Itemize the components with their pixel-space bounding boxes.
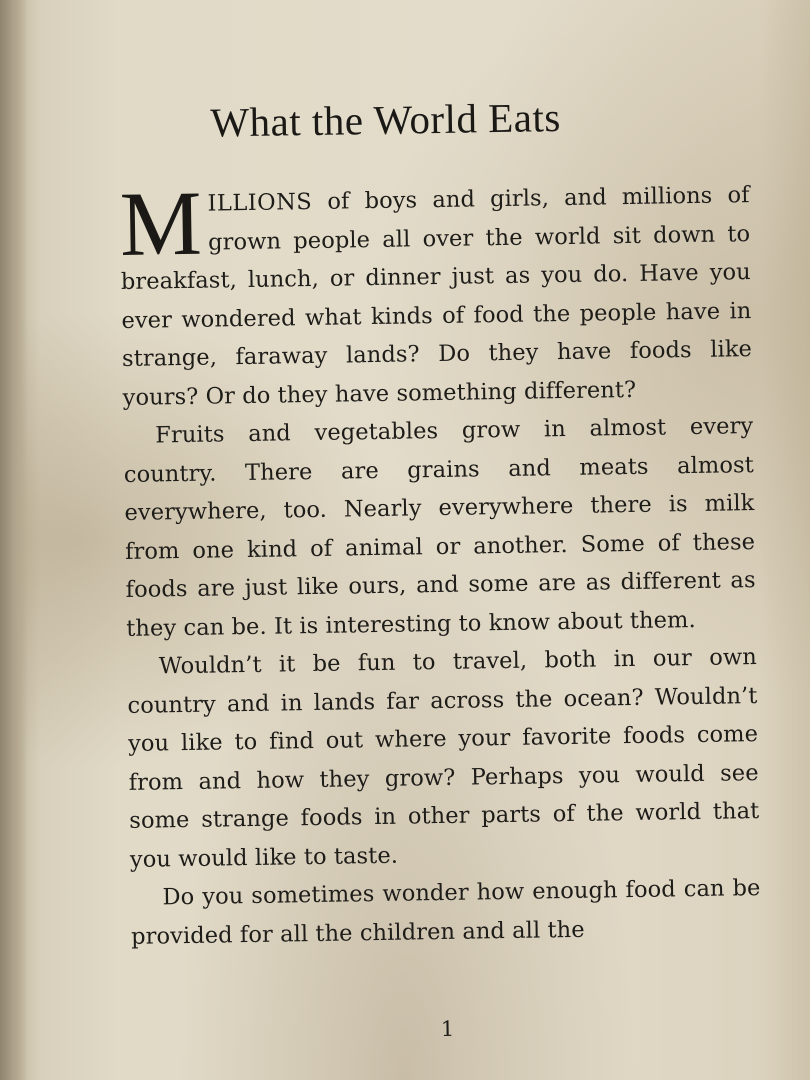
first-word-rest: ILLIONS xyxy=(207,188,313,217)
chapter-title: What the World Eats xyxy=(210,94,562,146)
paragraph-1 xyxy=(119,171,753,417)
page-gutter-shadow xyxy=(0,0,28,1080)
text-block xyxy=(118,90,761,1042)
paragraph-2: Fruits and vegetables grow in almost every country. There are grains and meats almost everywhere, too. Nearly everywhere there is milk from one kind of animal or another. Some of these foods are just like ours, and some are as different as they can be. It is interesting to know about them. xyxy=(123,413,756,642)
paragraph-4: Do you sometimes wonder how enough food can be provided for all the children and all the xyxy=(130,875,761,950)
paragraph-3: Wouldn’t it be fun to travel, both in our own country and in lands far across the ocean? Wouldn’t you like to find out where your favorite foods come from and how they grow? Perhaps you would see some strange foods in other parts of the world that you would like to taste. xyxy=(127,644,760,873)
paragraph-1-text: of boys and girls, and millions of grown people all over the world sit down to breakfast, lunch, or dinner just as you do. Have you ever wondered what kinds of food the people have in strange, faraway lands? Do they have foods like yours? Or do they have something different? xyxy=(120,182,753,411)
page-number: 1 xyxy=(440,1016,455,1042)
drop-cap: M xyxy=(119,171,203,275)
